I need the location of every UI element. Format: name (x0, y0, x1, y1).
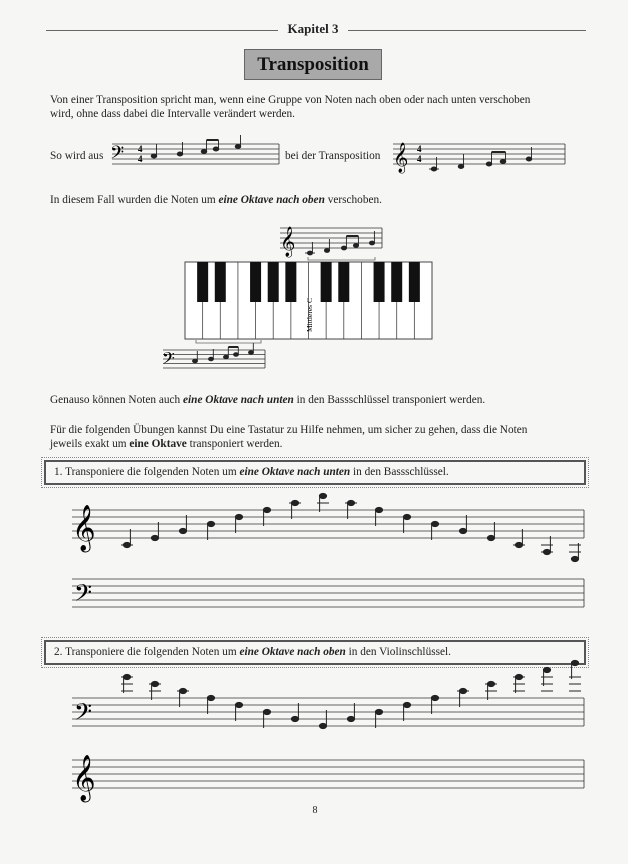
exercise-1-treble-staff (72, 498, 587, 560)
case-suffix: verschoben. (327, 194, 382, 206)
exercise-1-note (459, 528, 466, 533)
time-sig-top: 4 (138, 144, 143, 154)
exercise-1-note (319, 493, 326, 498)
exercise-1-note (403, 514, 410, 519)
intro-paragraph (50, 93, 590, 121)
exercise-1-note (431, 521, 438, 526)
exercise-2-treble-staff (72, 752, 587, 798)
exercise-1-note (207, 521, 214, 526)
black-key (268, 262, 279, 302)
time-sig-bottom: 4 (138, 154, 143, 164)
exercise-2-note (263, 709, 270, 714)
down-prefix: Genauso können Noten auch (50, 394, 181, 406)
help-line-2-bold: eine Oktave (129, 438, 187, 450)
exercise-2-note (403, 702, 410, 707)
exercise-2-note (291, 716, 298, 721)
exercise-1-note (375, 507, 382, 512)
help-line-1: Für die folgenden Übungen kannst Du eine Tastatur zu Hilfe nehmen, um sicher zu gehen, dass die Noten (50, 424, 528, 436)
exercise-1-note (179, 528, 186, 533)
exercise-1-suffix: in den Bassschlüssel. (353, 466, 449, 478)
black-key (391, 262, 402, 302)
exercise-1-bass-staff (72, 575, 587, 611)
treble-example-staff (393, 138, 568, 172)
help-paragraph (50, 423, 590, 451)
help-line-2 (50, 437, 590, 451)
keyboard-bass-staff (163, 340, 273, 374)
exercise-2-note (375, 709, 382, 714)
exercise-1-note (571, 556, 578, 561)
exercise-2-note (207, 695, 214, 700)
exercise-2-note (543, 667, 550, 672)
down-emphasis: eine Oktave nach unten (183, 394, 294, 406)
down-paragraph (50, 393, 590, 407)
intro-line-2: wird, ohne dass dabei die Intervalle verändert werden. (50, 108, 295, 120)
black-key (374, 262, 385, 302)
exercise-2-note (235, 702, 242, 707)
bass-clef-icon: 𝄢 (74, 581, 93, 612)
bass-clef-icon: 𝄢 (110, 142, 125, 167)
bass-clef-icon: 𝄢 (74, 700, 93, 731)
exercise-2-emphasis: eine Oktave nach oben (239, 646, 346, 658)
treble-clef-icon: 𝄞 (393, 143, 409, 172)
exercise-1-note (235, 514, 242, 519)
exercise-1-prefix: 1. Transponiere die folgenden Noten um (54, 466, 237, 478)
time-sig-top: 4 (417, 144, 422, 154)
black-key (338, 262, 349, 302)
black-key (321, 262, 332, 302)
exercise-1-note (263, 507, 270, 512)
exercise-1-note (151, 535, 158, 540)
exercise-2-note (571, 660, 578, 665)
down-suffix: in den Bassschlüssel transponiert werden. (296, 394, 486, 406)
exercise-1-box (44, 460, 586, 485)
header-rule-right (348, 30, 586, 31)
time-sig-bottom: 4 (417, 154, 422, 164)
exercise-2-prefix: 2. Transponiere die folgenden Noten um (54, 646, 237, 658)
exercise-2-note (347, 716, 354, 721)
black-key (250, 262, 261, 302)
upper-octave-bracket (308, 257, 375, 260)
exercise-1-note (487, 535, 494, 540)
case-paragraph (50, 193, 590, 207)
page-title: Transposition (244, 49, 382, 80)
exercise-1-emphasis: eine Oktave nach unten (239, 466, 351, 478)
exercise-2-box (44, 640, 586, 665)
header-rule-left (46, 30, 278, 31)
example-label-before: So wird aus (50, 150, 104, 162)
exercise-2-note (431, 695, 438, 700)
lower-octave-bracket (196, 340, 261, 343)
help-line-2-suffix: transponiert werden. (189, 438, 283, 450)
treble-clef-icon: 𝄞 (280, 227, 296, 256)
chapter-label: Kapitel 3 (287, 21, 339, 36)
black-key (285, 262, 296, 302)
keyboard-treble-staff (280, 222, 390, 256)
help-line-2-prefix: jeweils exakt um (50, 438, 127, 450)
black-key (197, 262, 208, 302)
case-emphasis: eine Oktave nach oben (218, 194, 325, 206)
case-prefix: In diesem Fall wurden die Noten um (50, 194, 216, 206)
treble-clef-icon: 𝄞 (72, 755, 96, 800)
bass-clef-icon: 𝄢 (162, 350, 175, 372)
treble-clef-icon: 𝄞 (72, 505, 96, 550)
exercise-2-suffix: in den Violinschlüssel. (348, 646, 451, 658)
intro-line-1: Von einer Transposition spricht man, wenn eine Gruppe von Noten nach oben oder nach unten verschoben (50, 94, 531, 106)
black-key (215, 262, 226, 302)
black-key (409, 262, 420, 302)
example-label-middle: bei der Transposition (285, 150, 381, 162)
middle-c-label: Mittleres C (305, 298, 314, 332)
bass-example-staff (112, 138, 282, 172)
exercise-2-note (319, 723, 326, 728)
piano-keyboard (185, 257, 432, 339)
exercise-2-bass-staff (72, 673, 587, 735)
page-number: 8 (312, 805, 318, 816)
